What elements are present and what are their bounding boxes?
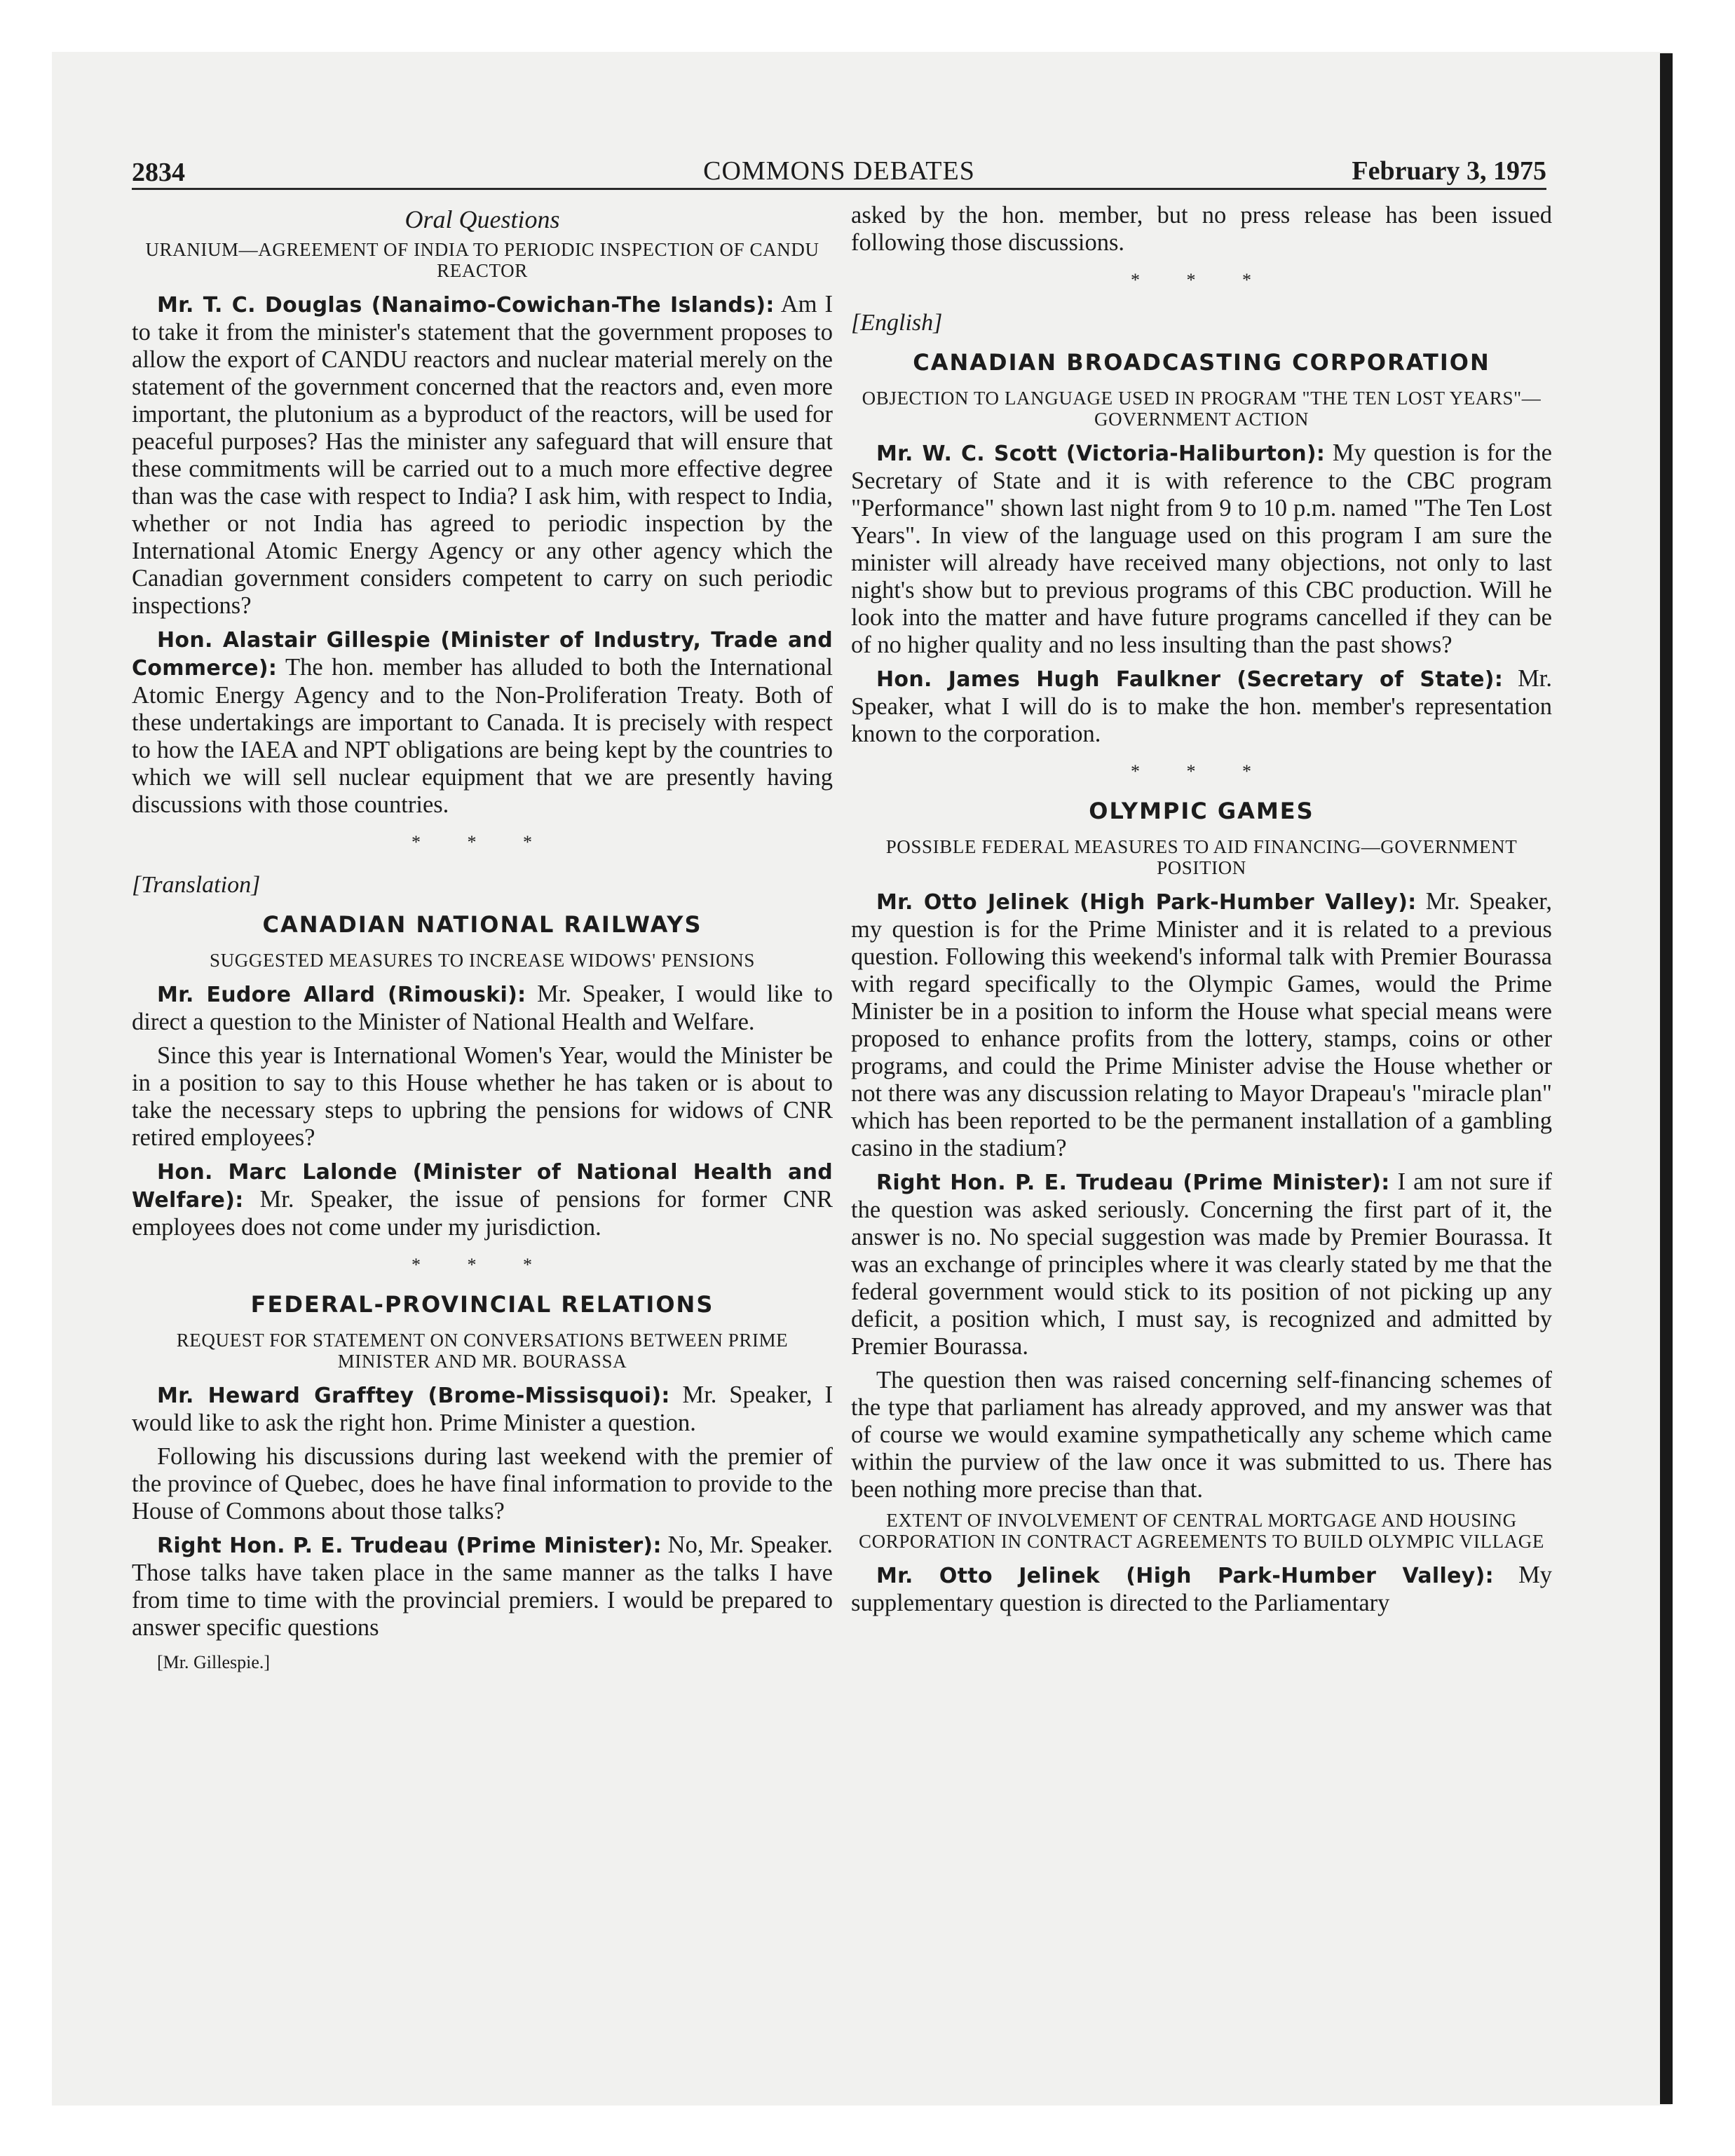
speaker-grafftey: Mr. Heward Grafftey (Brome-Missisquoi): [157,1384,670,1408]
grafftey-text-2: Following his discussions during last weekend with the premier of the province of Quebec, does he have final information to provide to the House of Commons about those talks? [132,1443,833,1524]
trudeau-text-2: I am not sure if the question was asked seriously. Concerning the first part of it, the answer is no. No special suggestion was made by Premier Bourassa. It was an exchange of principles where it was clearly stated by me that the federal government would stick to its position of not picking up any deficit, a position which, I must say, is recognized and admitted by Premier Bourassa. [851,1168,1553,1360]
speaker-lalonde: Hon. Marc Lalonde (Minister of National Health and Welfare): [132,1160,833,1213]
translation-tag: [Translation] [132,872,261,898]
publication-title: COMMONS DEBATES [703,156,975,186]
section-separator: * * * [1131,270,1272,290]
continued-text: asked by the hon. member, but no press release has been issued following those discussions. [851,202,1552,256]
jelinek-text-2: My supplementary question is directed to the Parliamentary [851,1562,1553,1616]
speaker-trudeau: Right Hon. P. E. Trudeau (Prime Minister): [876,1171,1390,1195]
fpr-subheading: REQUEST FOR STATEMENT ON CONVERSATIONS BETWEEN PRIME MINISTER AND MR. BOURASSA [176,1330,789,1372]
cnr-heading: CANADIAN NATIONAL RAILWAYS [262,911,702,938]
douglas-question [132,291,833,620]
section-separator: * * * [1131,761,1272,782]
page-footer-note: [Mr. Gillespie.] [157,1652,271,1672]
oral-questions-heading: Oral Questions [404,205,560,233]
lalonde-answer [132,1158,833,1241]
lalonde-text: Mr. Speaker, the issue of pensions for former CNR employees does not come under my jurisdiction. [132,1186,834,1241]
speaker-faulkner: Hon. James Hugh Faulkner (Secretary of State): [876,667,1504,692]
speaker-trudeau: Right Hon. P. E. Trudeau (Prime Minister): [157,1534,662,1558]
allard-text-2: Since this year is International Women's Year, would the Minister be in a position to say to this House whether he has taken or is about to take the necessary steps to upbring the pensions for widows of CNR retired employees? [132,1042,833,1151]
faulkner-answer [851,665,1552,748]
cbc-heading: CANADIAN BROADCASTING CORPORATION [913,349,1490,376]
section-separator: * * * [411,1255,553,1275]
olympic-heading: OLYMPIC GAMES [1089,798,1314,824]
left-column [132,202,833,1676]
speaker-jelinek: Mr. Otto Jelinek (High Park-Humber Valley): [876,890,1417,915]
faulkner-text: Mr. Speaker, what I will do is to make the hon. member's representation known to the corporation. [851,665,1553,747]
speaker-allard: Mr. Eudore Allard (Rimouski): [157,983,526,1007]
gillespie-answer [132,626,833,819]
right-column [851,202,1552,1623]
grafftey-question [132,1381,833,1437]
trudeau-text-1: No, Mr. Speaker. Those talks have taken place in the same manner as the talks I have from time to time with the provincial premiers. I would be prepared to answer specific questions [132,1531,834,1641]
section-separator: * * * [411,832,553,852]
scan-edge-shadow [1660,53,1673,2104]
scott-text: My question is for the Secretary of State and it is with reference to the CBC program "Performance" shown last night from 9 to 10 p.m. named "The Ten Lost Years". In view of the language used on this program I am sure the minister will already have received many objections, not only to last night's show but to previous programs of this CBC production. Will he look into the matter and have future programs cancelled if they can be of no higher quality and no less insulting than the past shows? [851,439,1552,658]
jelinek-text-1: Mr. Speaker, my question is for the Prime Minister and it is related to a previous question. Following this weekend's informal talk with Premier Bourassa with regard specifically to the Olympic Games, would the Prime Minister be in a position to inform the House what special means were proposed to enhance profits from the lottery, stamps, coins or other programs, and could the Prime Minister advise the House whether or not there was any discussion relating to Mayor Drapeau's "miracle plan" which has been reported to be the permanent installation of a gambling casino in the stadium? [851,888,1553,1161]
allard-text-1: Mr. Speaker, I would like to direct a question to the Minister of National Health and Welfare. [132,981,834,1035]
cnr-subheading: SUGGESTED MEASURES TO INCREASE WIDOWS' PENSIONS [210,950,755,971]
trudeau-answer-2 [851,1168,1552,1360]
jelinek-question-1 [851,888,1552,1162]
gillespie-text: The hon. member has alluded to both the International Atomic Energy Agency and to the Non-Proliferation Treaty. Both of these undertakings are important to Canada. It is precisely with respect to how the IAEA and NPT obligations are being kept by the countries to which we will sell nuclear equipment that we are presently having discussions with those countries. [132,654,833,818]
cmhc-subheading: EXTENT OF INVOLVEMENT OF CENTRAL MORTGAGE AND HOUSING CORPORATION IN CONTRACT AGREEMENTS TO BUILD OLYMPIC VILLAGE [859,1510,1544,1552]
page-number: 2834 [132,158,185,187]
uranium-subheading: URANIUM—AGREEMENT OF INDIA TO PERIODIC INSPECTION OF CANDU REACTOR [145,239,819,281]
speaker-gillespie: Hon. Alastair Gillespie (Minister of Industry, Trade and Commerce): [132,628,833,681]
grafftey-text-1: Mr. Speaker, I would like to ask the right hon. Prime Minister a question. [132,1381,834,1436]
issue-date: February 3, 1975 [1352,156,1546,186]
jelinek-question-2 [851,1562,1552,1617]
header-rule [132,188,1546,190]
trudeau-text-3: The question then was raised concerning self-financing schemes of the type that parliament has already approved, and my answer was that of course we would examine sympathetically any scheme which came within the purview of the law once it was submitted to us. There has been nothing more precise than that. [851,1367,1552,1503]
cbc-subheading: OBJECTION TO LANGUAGE USED IN PROGRAM "THE TEN LOST YEARS"—GOVERNMENT ACTION [862,388,1542,430]
fpr-heading: FEDERAL-PROVINCIAL RELATIONS [250,1291,714,1318]
speaker-scott: Mr. W. C. Scott (Victoria-Haliburton): [876,442,1326,466]
speaker-jelinek: Mr. Otto Jelinek (High Park-Humber Valley): [876,1564,1494,1588]
scott-question [851,439,1552,659]
page-header [132,156,1546,191]
allard-question [132,981,833,1036]
olympic-subheading: POSSIBLE FEDERAL MEASURES TO AID FINANCING—GOVERNMENT POSITION [885,836,1518,878]
douglas-text: Am I to take it from the minister's statement that the government proposes to allow the export of CANDU reactors and nuclear material merely on the statement of the government concerned that the reactors and, even more important, the plutonium as a byproduct of the reactors, will be used for peaceful purposes? Has the minister any safeguard that will ensure that these commitments will be carried out to a much more effective degree than was the case with respect to India? I ask him, with respect to India, whether or not India has agreed to periodic inspection by the International Atomic Energy Agency or any other agency which the Canadian government considers competent to carry on such periodic inspections? [132,291,833,619]
speaker-douglas: Mr. T. C. Douglas (Nanaimo-Cowichan-The Islands): [157,293,775,318]
english-tag: [English] [851,310,943,336]
trudeau-answer-1 [132,1531,833,1642]
